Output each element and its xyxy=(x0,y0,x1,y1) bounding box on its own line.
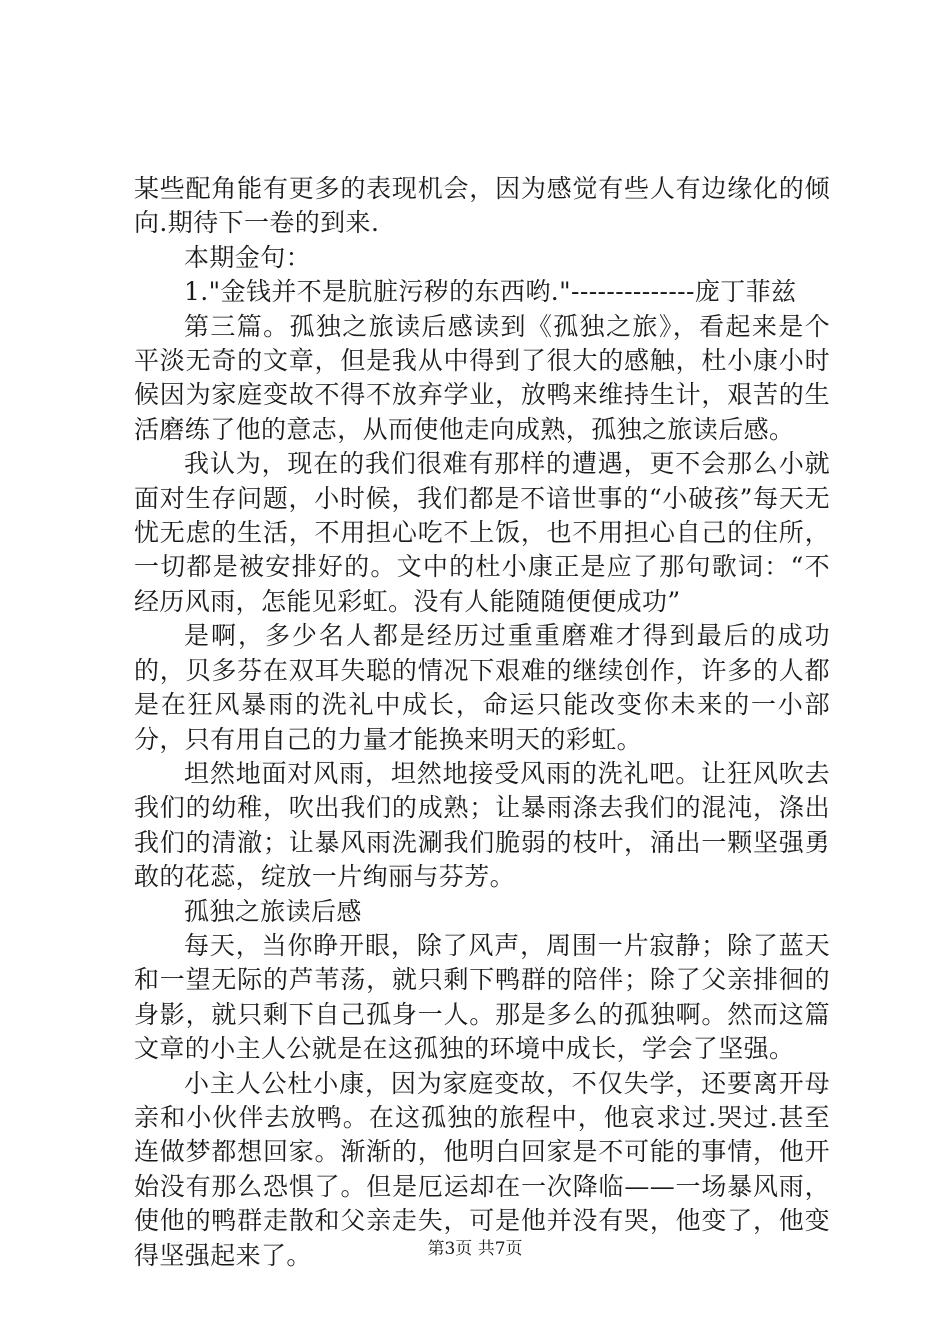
paragraph-7: 坦然地面对风雨，坦然地接受风雨的洗礼吧。让狂风吹去我们的幼稚，吹出我们的成熟；让暴雨涤去我们的混沌，涤出我们的清澈；让暴风雨洗涮我们脆弱的枝叶，涌出一颗坚强勇敢的花蕊，绽放一片绚丽与芬芳。 xyxy=(134,758,830,892)
paragraph-1: 某些配角能有更多的表现机会，因为感觉有些人有边缘化的倾向.期待下一卷的到来. xyxy=(134,174,830,238)
paragraph-6: 是啊，多少名人都是经历过重重磨难才得到最后的成功的，贝多芬在双耳失聪的情况下艰难的继续创作，许多的人都是在狂风暴雨的洗礼中成长，命运只能改变你未来的一小部分，只有用自己的力量才能换来明天的彩虹。 xyxy=(134,621,830,754)
paragraph-8: 孤独之旅读后感 xyxy=(184,896,362,926)
document-body xyxy=(134,172,830,1273)
page-footer xyxy=(0,1238,950,1260)
paragraph-4: 第三篇。孤独之旅读后感读到《孤独之旅》，看起来是个平淡无奇的文章，但是我从中得到了很大的感触，杜小康小时候因为家庭变故不得不放弃学业，放鸭来维持生计，艰苦的生活磨练了他的意志，从而使他走向成熟，孤独之旅读后感。 xyxy=(134,311,830,444)
paragraph-5: 我认为，现在的我们很难有那样的遭遇，更不会那么小就面对生存问题，小时候，我们都是不谙世事的“小破孩”每天无忧无虑的生活，不用担心吃不上饭，也不用担心自己的住所，一切都是被安排好的。文中的杜小康正是应了那句歌词：“不经历风雨，怎能见彩虹。没有人能随随便便成功” xyxy=(134,449,830,616)
paragraph-3: 1."金钱并不是肮脏污秽的东西哟."--------------庞丁菲兹 xyxy=(184,277,797,307)
paragraph-2: 本期金句： xyxy=(184,242,312,272)
page-number-label: 第3页 共7页 xyxy=(427,1239,523,1259)
paragraph-10: 小主人公杜小康，因为家庭变故，不仅失学，还要离开母亲和小伙伴去放鸭。在这孤独的旅程中，他哀求过.哭过.甚至连做梦都想回家。渐渐的，他明白回家是不可能的事情，他开始没有那么恐惧了。但是厄运却在一次降临——一场暴风雨，使他的鸭群走散和父亲走失，可是他并没有哭，他变了，他变得坚强起来了。 xyxy=(134,1068,830,1270)
paragraph-9: 每天，当你睁开眼，除了风声，周围一片寂静；除了蓝天和一望无际的芦苇荡，就只剩下鸭群的陪伴；除了父亲排徊的身影，就只剩下自己孤身一人。那是多么的孤独啊。然而这篇文章的小主人公就是在这孤独的环境中成长，学会了坚强。 xyxy=(134,930,830,1064)
